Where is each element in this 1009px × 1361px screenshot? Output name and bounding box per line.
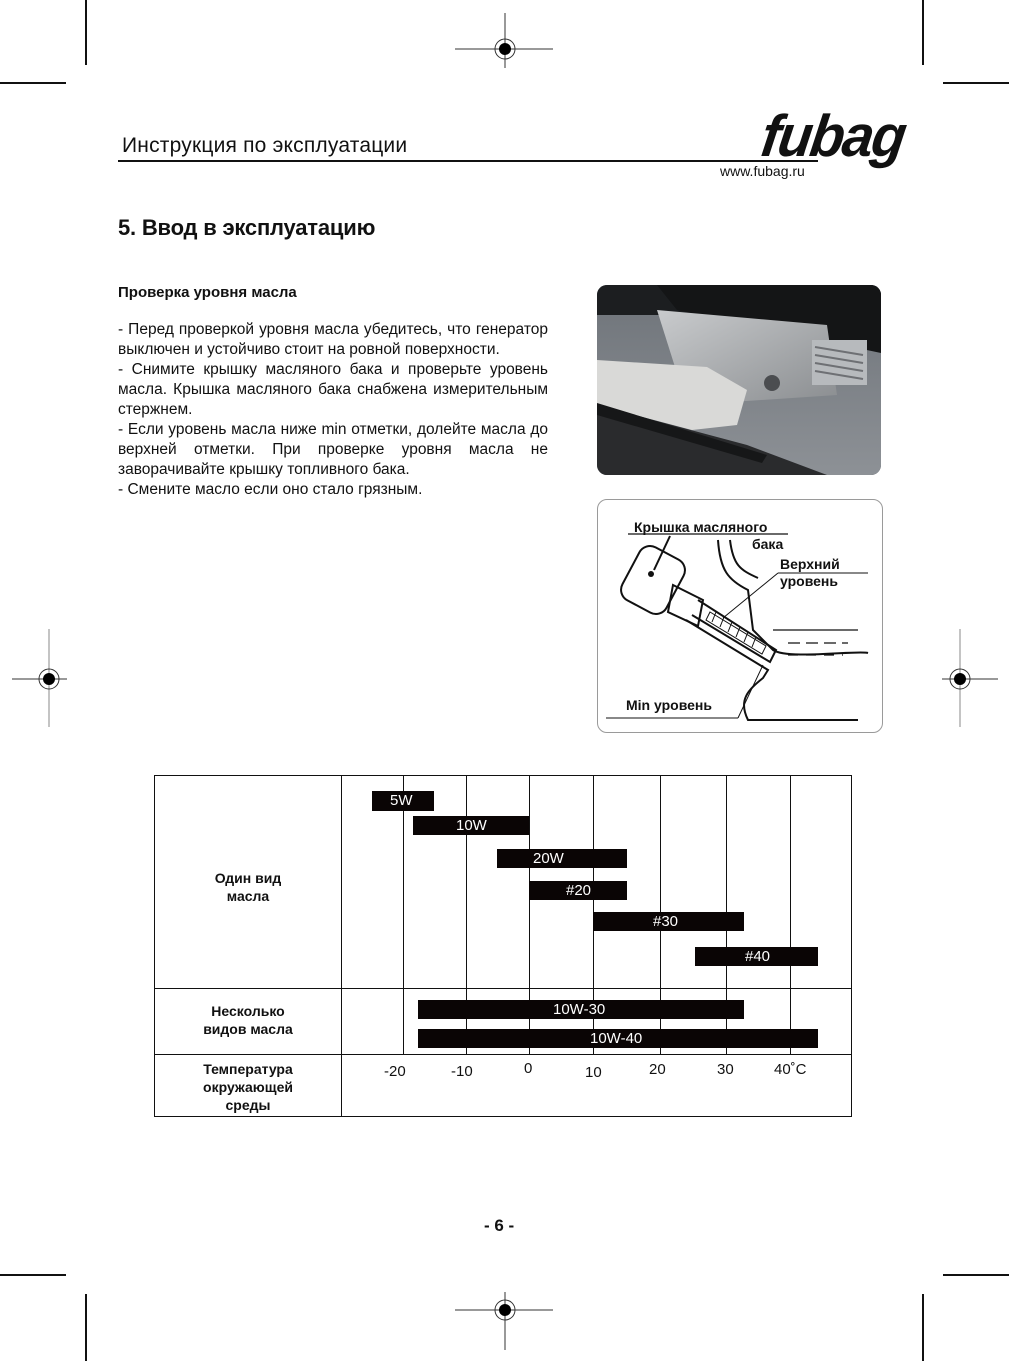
bar-sae40	[695, 947, 818, 966]
instruction-paragraph: - Если уровень масла ниже min отметки, долейте масла до верхней отметки. При проверке уровня масла не заворачивайте крышку топливного бака.	[118, 421, 548, 478]
bar-label: 20W	[533, 850, 564, 867]
fubag-logo: fubag	[757, 102, 910, 169]
row-label-line: окружающей	[203, 1079, 293, 1095]
bar-20w	[497, 849, 627, 868]
generator-photo	[597, 285, 881, 475]
temperature-tick: 40˚C	[774, 1061, 807, 1078]
upper-level-label-line2: уровень	[780, 573, 838, 589]
oil-cap-label-line2: бака	[752, 536, 784, 552]
registration-mark-icon	[0, 629, 99, 729]
min-level-label: Min уровень	[626, 697, 712, 713]
row-label-line: среды	[225, 1097, 271, 1113]
crop-mark	[85, 0, 87, 65]
row-label-line: видов масла	[203, 1021, 293, 1037]
temperature-tick: -20	[384, 1063, 406, 1080]
bar-10w	[413, 816, 529, 835]
instructions-text	[118, 320, 548, 500]
row-label-line: Несколько	[211, 1003, 285, 1019]
grid-line	[403, 776, 404, 1054]
row-label-multi-oil	[155, 1002, 341, 1038]
bar-label: 5W	[390, 792, 413, 809]
table-column-divider	[341, 776, 342, 1117]
bar-label: #30	[653, 913, 679, 930]
header-rule	[118, 160, 818, 162]
crop-mark	[922, 1294, 924, 1361]
bar-label: 10W	[456, 817, 487, 834]
subsection-title: Проверка уровня масла	[118, 284, 297, 301]
bar-5w	[372, 791, 434, 811]
bar-10w-30	[418, 1000, 744, 1019]
bar-sae30	[593, 912, 744, 931]
temperature-tick: 10	[585, 1064, 602, 1081]
document-header-title: Инструкция по эксплуатации	[122, 134, 408, 157]
instruction-paragraph: - Снимите крышку масляного бака и проверьте уровень масла. Крышка масляного бака снабжена измерительным стержнем.	[118, 361, 548, 418]
crop-mark	[0, 82, 66, 84]
row-label-single-oil	[155, 869, 341, 905]
row-label-line: Один вид	[214, 870, 282, 886]
grid-line	[790, 776, 791, 1054]
crop-mark	[943, 82, 1009, 84]
bar-label: #20	[566, 882, 592, 899]
bar-label: 10W-40	[590, 1030, 643, 1047]
section-title: 5. Ввод в эксплуатацию	[118, 215, 376, 240]
temperature-tick: 0	[524, 1060, 533, 1077]
bar-label: 10W-30	[553, 1001, 606, 1018]
oil-viscosity-table	[154, 775, 852, 1117]
photo-illustration	[597, 285, 881, 475]
bar-10w-40	[418, 1029, 818, 1048]
crop-mark	[0, 1274, 66, 1276]
website-link[interactable]: www.fubag.ru	[720, 163, 805, 179]
row-label-line: Температура	[203, 1061, 293, 1077]
registration-mark-icon	[910, 629, 1009, 729]
upper-level-label: Верхний	[780, 556, 840, 572]
instruction-paragraph: - Смените масло если оно стало грязным.	[118, 481, 423, 498]
bar-sae20	[529, 881, 627, 900]
table-row-divider	[155, 988, 852, 989]
row-label-temperature	[155, 1060, 341, 1114]
table-row-divider	[155, 1054, 852, 1055]
crop-mark	[943, 1274, 1009, 1276]
registration-mark-icon	[455, 1260, 555, 1360]
row-label-line: масла	[226, 888, 270, 904]
instruction-paragraph: - Перед проверкой уровня масла убедитесь, что генератор выключен и устойчиво стоит на ровной поверхности.	[118, 321, 548, 358]
temperature-tick: -10	[451, 1063, 473, 1080]
crop-mark	[922, 0, 924, 65]
temperature-tick: 20	[649, 1061, 666, 1078]
temperature-tick: 30	[717, 1061, 734, 1078]
oil-cap-label: Крышка масляного	[634, 519, 768, 535]
bar-label: #40	[745, 948, 771, 965]
registration-mark-icon	[455, 0, 555, 100]
page-number: - 6 -	[484, 1216, 515, 1235]
dipstick-diagram	[597, 499, 883, 733]
crop-mark	[85, 1294, 87, 1361]
